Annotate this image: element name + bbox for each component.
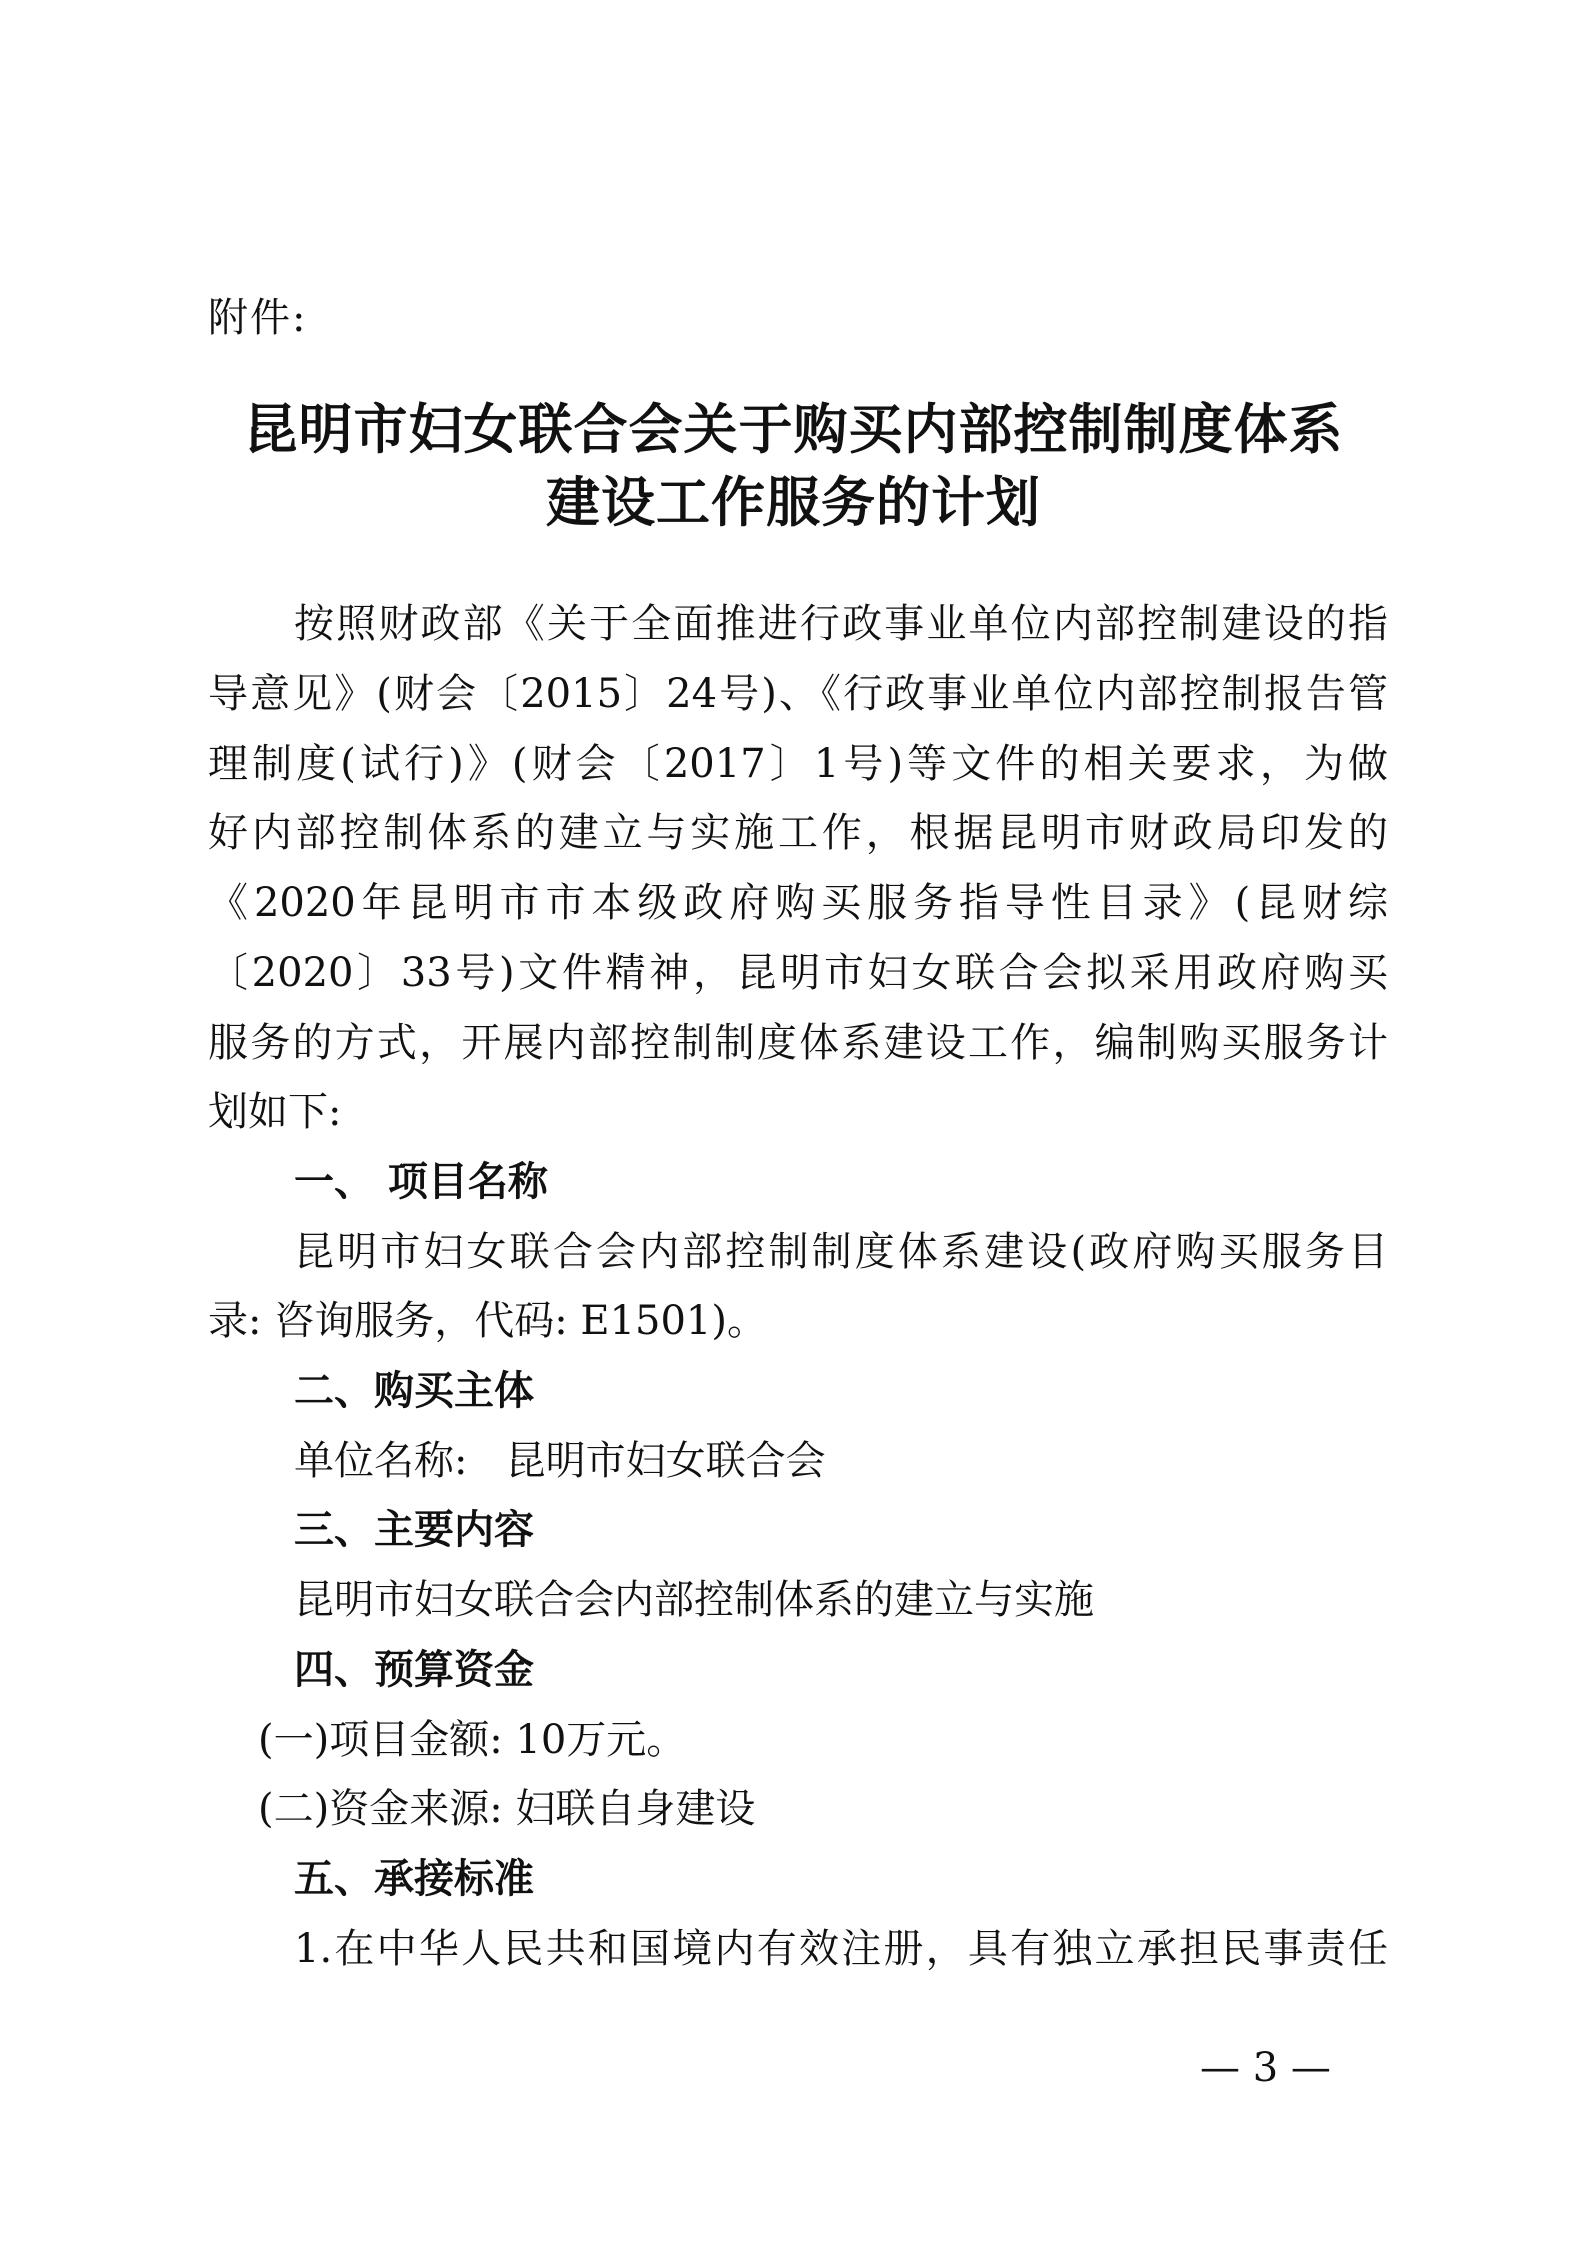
intro-line-5: 《2020年昆明市市本级政府购买服务指导性目录》(昆财综 [208, 880, 1388, 926]
intro-line-7: 服务的方式，开展内部控制制度体系建设工作，编制购买服务计 [208, 1020, 1388, 1066]
intro-line-8: 划如下: [208, 1089, 342, 1135]
intro-line-2: 导意见》(财会〔2015〕24号)、《行政事业单位内部控制报告管 [208, 671, 1388, 717]
intro-line-3: 理制度(试行)》(财会〔2017〕1号)等文件的相关要求，为做 [208, 741, 1388, 787]
section-1-heading: 一、 项目名称 [294, 1159, 548, 1205]
section-2-heading: 二、购买主体 [294, 1368, 534, 1414]
section-1-line-1: 昆明市妇女联合会内部控制制度体系建设(政府购买服务目 [294, 1229, 1388, 1275]
section-2-line-1: 单位名称: 昆明市妇女联合会 [294, 1438, 826, 1484]
section-3-line-1: 昆明市妇女联合会内部控制体系的建立与实施 [294, 1577, 1094, 1623]
section-4-item-1: (一)项目金额: 10万元。 [258, 1717, 687, 1763]
document-title-line-1: 昆明市妇女联合会关于购买内部控制制度体系 [243, 398, 1344, 461]
section-4-heading: 四、预算资金 [294, 1647, 534, 1693]
section-3-heading: 三、主要内容 [294, 1507, 534, 1553]
section-4-item-2: (二)资金来源: 妇联自身建设 [258, 1786, 756, 1832]
section-5-heading: 五、承接标准 [294, 1856, 534, 1902]
document-title-line-2: 建设工作服务的计划 [546, 471, 1041, 534]
intro-line-4: 好内部控制体系的建立与实施工作，根据昆明市财政局印发的 [208, 810, 1388, 856]
page-number: — 3 — [1200, 2045, 1331, 2091]
intro-line-6: 〔2020〕33号)文件精神，昆明市妇女联合会拟采用政府购买 [208, 950, 1388, 996]
section-1-line-2: 录: 咨询服务，代码: E1501)。 [208, 1298, 767, 1344]
intro-line-1: 按照财政部《关于全面推进行政事业单位内部控制建设的指 [294, 601, 1388, 647]
section-5-item-1: 1.在中华人民共和国境内有效注册，具有独立承担民事责任 [294, 1926, 1388, 1972]
attachment-label: 附件: [208, 295, 308, 341]
